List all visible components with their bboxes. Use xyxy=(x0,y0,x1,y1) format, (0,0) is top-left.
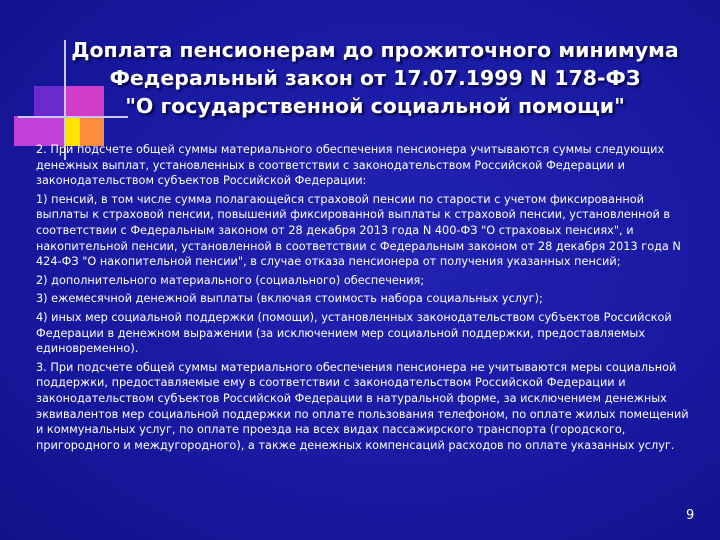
paragraph-item-1: 1) пенсий, в том числе сумма полагающейся страховой пенсии по старости с учетом фиксированной выплаты к страховой пенсии, повышений фиксированной выплаты к страховой пенсии, установленной в соответствии с Федеральным законом от 28 декабря 2013 года N 400-ФЗ "О страховых пенсиях", и накопительной пенсии, установленной в соответствии с Федеральным законом от 28 декабря 2013 года N 424-ФЗ "О накопительной пенсии", в случае отказа пенсионера от получения указанных пенсий; xyxy=(36,192,681,269)
paragraph-item-2: 2) дополнительного материального (социального) обеспечения; xyxy=(36,273,425,287)
paragraph-2: 2. При подсчете общей суммы материального обеспечения пенсионера учитываются суммы следующих денежных выплат, установленных в соответствии с законодательством Российской Федерации и законодательством субъектов Российской Федерации: xyxy=(36,143,665,188)
title-line-2: Федеральный закон от 17.07.1999 N 178-ФЗ xyxy=(109,66,641,90)
paragraph-item-3: 3) ежемесячной денежной выплаты (включая стоимость набора социальных услуг); xyxy=(36,292,543,306)
title-line-1: Доплата пенсионерам до прожиточного минимума xyxy=(71,38,679,62)
paragraph-item-4: 4) иных мер социальной поддержки (помощи), установленных законодательством субъектов Российской Федерации в денежном выражении (за исключением мер социальной поддержки, предоставляемых единовременно). xyxy=(36,310,672,356)
title-line-3: "О государственной социальной помощи" xyxy=(125,94,625,118)
page-number: 9 xyxy=(686,508,695,523)
slide-body-text xyxy=(36,142,690,456)
slide-title xyxy=(40,36,710,120)
paragraph-3: 3. При подсчете общей суммы материального обеспечения пенсионера не учитываются меры социальной поддержки, предоставляемые ему в соответствии с законодательством Российской Федерации и законодательством субъектов Российской Федерации в натуральной форме, за исключением денежных эквивалентов мер социальной поддержки по оплате пользования телефоном, по оплате жилых помещений и коммунальных услуг, по оплате проезда на всех видах пассажирского транспорта (городского, пригородного и междугородного), а также денежных компенсаций расходов по оплате указанных услуг. xyxy=(36,360,689,452)
